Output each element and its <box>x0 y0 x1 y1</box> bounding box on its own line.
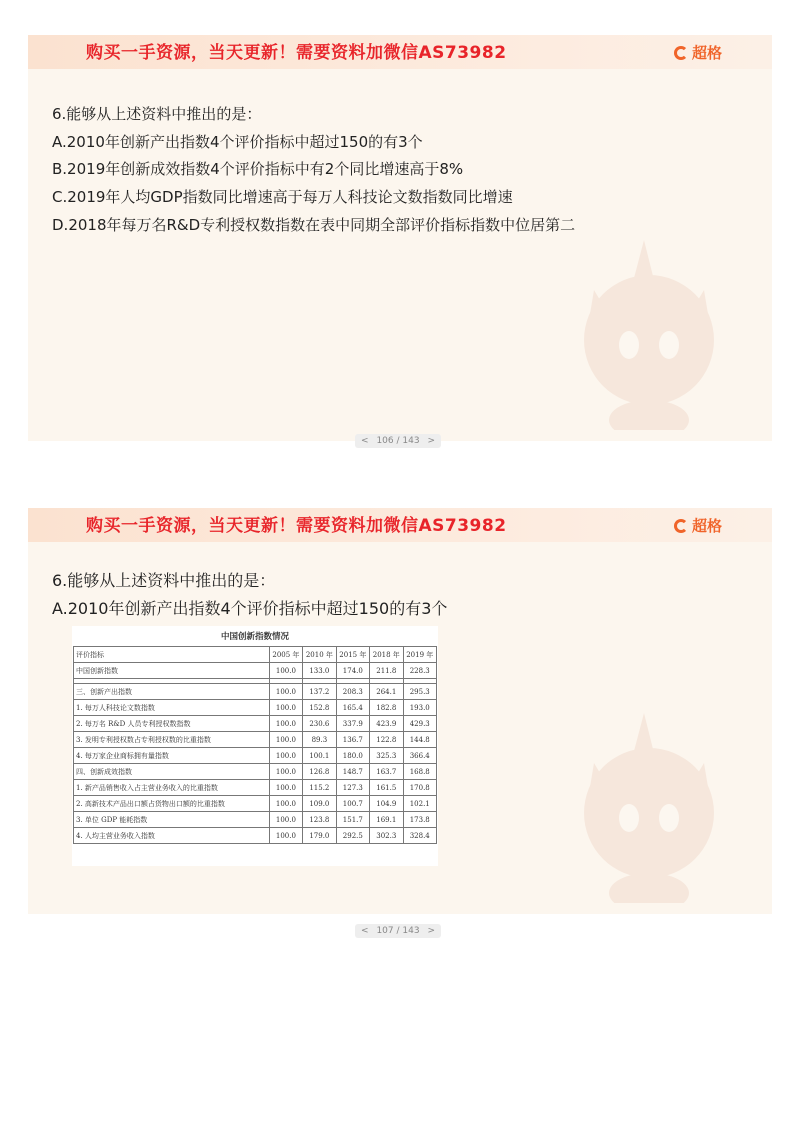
table-row <box>74 764 437 780</box>
value-cell: 123.8 <box>303 812 336 828</box>
value-cell: 337.9 <box>336 716 369 732</box>
value-cell: 193.0 <box>403 700 437 716</box>
unicorn-mascot-watermark <box>574 230 744 430</box>
table-row <box>74 684 437 700</box>
brand-logo-text: 超格 <box>691 517 722 535</box>
table-row <box>74 748 437 764</box>
row-label-cell: 1. 新产品销售收入占主营业务收入的比重指数 <box>74 780 270 796</box>
option-a: A.2010年创新产出指数4个评价指标中超过150的有3个 <box>52 599 448 618</box>
brand-logo <box>674 515 722 536</box>
header-cell: 2019 年 <box>403 647 437 663</box>
value-cell: 100.0 <box>269 812 302 828</box>
question-stem: 6.能够从上述资料中推出的是： <box>52 105 262 123</box>
row-label-cell: 3. 发明专利授权数占专利授权数的比重指数 <box>74 732 270 748</box>
page-number: 106 / 143 <box>376 436 420 446</box>
table-header-row <box>74 647 437 663</box>
header-cell: 2018 年 <box>370 647 403 663</box>
value-cell: 100.0 <box>269 684 302 700</box>
value-cell: 168.8 <box>403 764 437 780</box>
value-cell: 100.0 <box>269 700 302 716</box>
option-a: A.2010年创新产出指数4个评价指标中超过150的有3个 <box>52 133 423 151</box>
slide-106 <box>28 35 772 441</box>
value-cell: 122.8 <box>370 732 403 748</box>
table-row <box>74 716 437 732</box>
prev-page-button[interactable]: < <box>361 926 369 936</box>
value-cell: 325.3 <box>370 748 403 764</box>
value-cell: 133.0 <box>303 663 336 679</box>
value-cell: 100.1 <box>303 748 336 764</box>
question-stem: 6.能够从上述资料中推出的是： <box>52 571 276 590</box>
page-indicator <box>355 434 441 448</box>
header-cell: 2015 年 <box>336 647 369 663</box>
value-cell: 182.8 <box>370 700 403 716</box>
brand-logo-icon <box>674 519 688 533</box>
header-cell: 评价指标 <box>74 647 270 663</box>
promo-banner <box>28 508 772 542</box>
promo-banner <box>28 35 772 69</box>
value-cell: 100.0 <box>269 796 302 812</box>
value-cell: 366.4 <box>403 748 437 764</box>
option-c: C.2019年人均GDP指数同比增速高于每万人科技论文数指数同比增速 <box>52 188 513 206</box>
value-cell: 173.8 <box>403 812 437 828</box>
row-label-cell: 1. 每万人科技论文数指数 <box>74 700 270 716</box>
row-label-cell: 2. 高新技术产品出口额占货物出口额的比重指数 <box>74 796 270 812</box>
table-row <box>74 812 437 828</box>
value-cell: 104.9 <box>370 796 403 812</box>
innovation-index-table <box>72 626 438 866</box>
value-cell: 136.7 <box>336 732 369 748</box>
table-row <box>74 663 437 679</box>
value-cell: 109.0 <box>303 796 336 812</box>
value-cell: 174.0 <box>336 663 369 679</box>
value-cell: 295.3 <box>403 684 437 700</box>
value-cell: 100.0 <box>269 716 302 732</box>
page-number: 107 / 143 <box>376 926 420 936</box>
value-cell: 102.1 <box>403 796 437 812</box>
header-cell: 2005 年 <box>269 647 302 663</box>
option-b: B.2019年创新成效指数4个评价指标中有2个同比增速高于8% <box>52 160 464 178</box>
data-table <box>73 646 437 844</box>
row-label-cell: 2. 每万名 R&D 人员专利授权数指数 <box>74 716 270 732</box>
value-cell: 180.0 <box>336 748 369 764</box>
prev-page-button[interactable]: < <box>361 436 369 446</box>
table-title: 中国创新指数情况 <box>220 632 289 642</box>
value-cell: 152.8 <box>303 700 336 716</box>
next-page-button[interactable]: > <box>427 926 435 936</box>
value-cell: 230.6 <box>303 716 336 732</box>
value-cell: 137.2 <box>303 684 336 700</box>
value-cell: 163.7 <box>370 764 403 780</box>
value-cell: 100.0 <box>269 764 302 780</box>
value-cell: 328.4 <box>403 828 437 844</box>
value-cell: 169.1 <box>370 812 403 828</box>
value-cell: 423.9 <box>370 716 403 732</box>
table-row <box>74 700 437 716</box>
value-cell: 115.2 <box>303 780 336 796</box>
value-cell: 161.5 <box>370 780 403 796</box>
table-row <box>74 828 437 844</box>
value-cell: 148.7 <box>336 764 369 780</box>
slide-107 <box>28 508 772 914</box>
option-d: D.2018年每万名R&D专利授权数指数在表中同期全部评价指标指数中位居第二 <box>52 216 576 234</box>
value-cell: 100.0 <box>269 828 302 844</box>
value-cell: 292.5 <box>336 828 369 844</box>
value-cell: 165.4 <box>336 700 369 716</box>
row-label-cell: 4. 人均主营业务收入指数 <box>74 828 270 844</box>
unicorn-mascot-watermark <box>574 703 744 903</box>
value-cell: 179.0 <box>303 828 336 844</box>
next-page-button[interactable]: > <box>427 436 435 446</box>
value-cell: 100.0 <box>269 732 302 748</box>
header-cell: 2010 年 <box>303 647 336 663</box>
row-label-cell: 中国创新指数 <box>74 663 270 679</box>
table-row <box>74 732 437 748</box>
value-cell: 208.3 <box>336 684 369 700</box>
value-cell: 151.7 <box>336 812 369 828</box>
value-cell: 100.0 <box>269 748 302 764</box>
table-row <box>74 796 437 812</box>
value-cell: 100.7 <box>336 796 369 812</box>
row-label-cell: 4. 每万家企业商标拥有量指数 <box>74 748 270 764</box>
brand-logo <box>674 42 722 63</box>
value-cell: 127.3 <box>336 780 369 796</box>
value-cell: 211.8 <box>370 663 403 679</box>
row-label-cell: 3. 单位 GDP 能耗指数 <box>74 812 270 828</box>
brand-logo-text: 超格 <box>691 44 722 62</box>
value-cell: 302.3 <box>370 828 403 844</box>
row-label-cell: 四、创新成效指数 <box>74 764 270 780</box>
brand-logo-icon <box>674 46 688 60</box>
value-cell: 228.3 <box>403 663 437 679</box>
promo-banner-text: 购买一手资源，当天更新！需要资料加微信AS73982 <box>86 516 507 536</box>
value-cell: 100.0 <box>269 780 302 796</box>
value-cell: 89.3 <box>303 732 336 748</box>
value-cell: 170.8 <box>403 780 437 796</box>
promo-banner-text: 购买一手资源，当天更新！需要资料加微信AS73982 <box>86 43 507 63</box>
value-cell: 429.3 <box>403 716 437 732</box>
page-indicator <box>355 924 441 938</box>
value-cell: 264.1 <box>370 684 403 700</box>
value-cell: 126.8 <box>303 764 336 780</box>
table-row <box>74 780 437 796</box>
value-cell: 144.8 <box>403 732 437 748</box>
row-label-cell: 三、创新产出指数 <box>74 684 270 700</box>
value-cell: 100.0 <box>269 663 302 679</box>
